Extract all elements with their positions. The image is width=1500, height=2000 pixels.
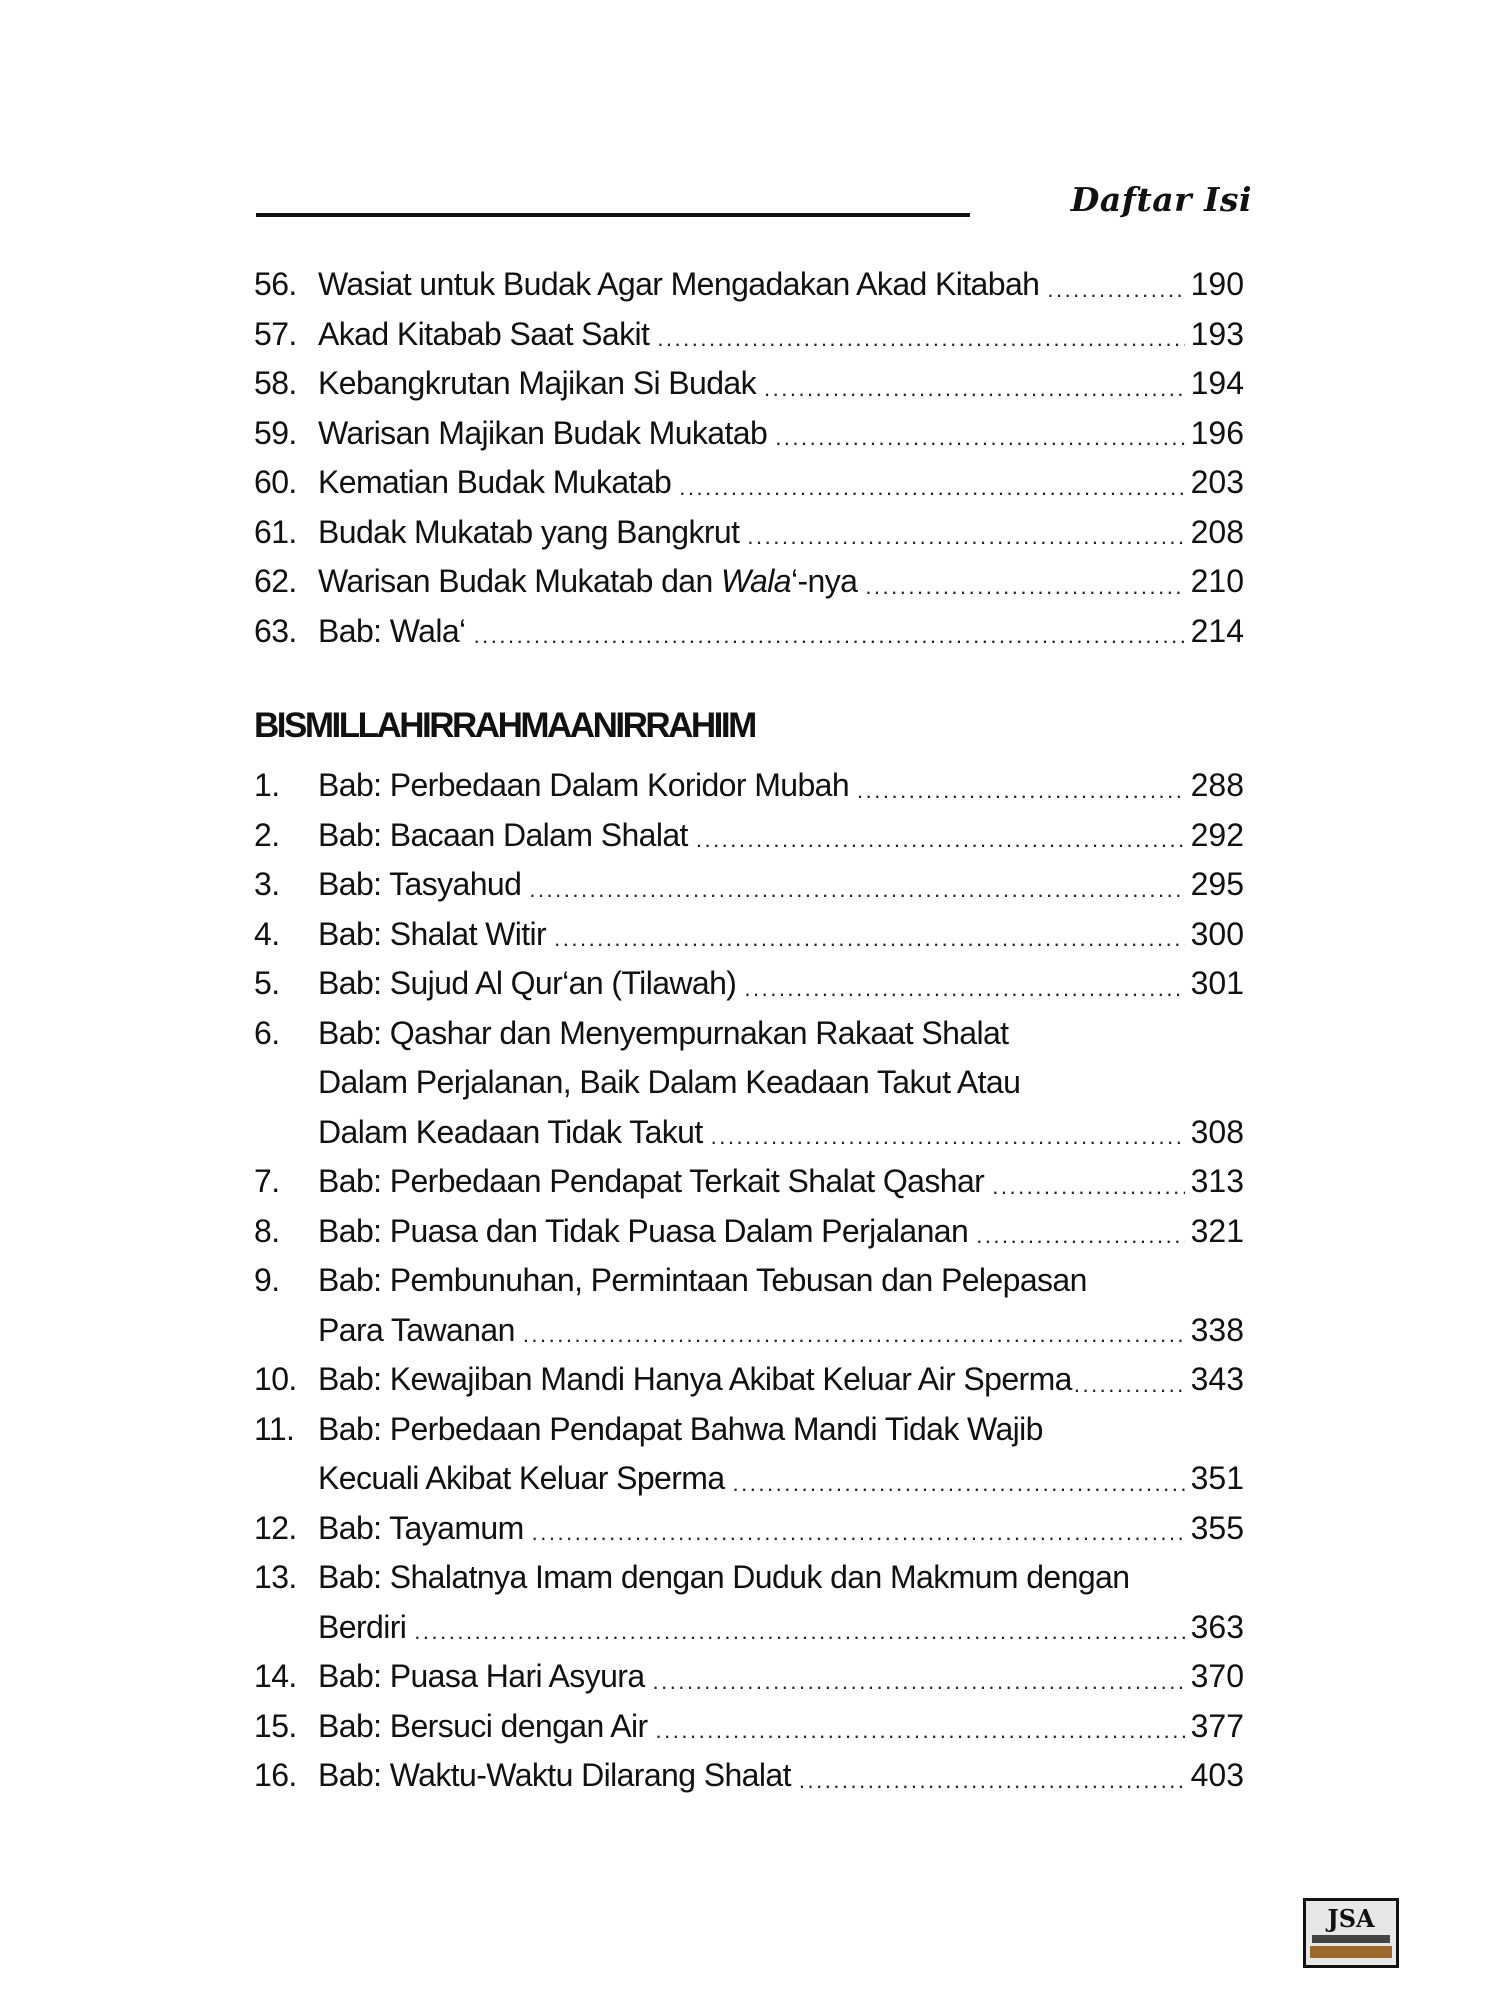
- dot-leader: [679, 468, 1184, 508]
- toc-entry: [254, 1751, 1244, 1801]
- entry-page: 308: [1190, 1113, 1244, 1150]
- running-header-title: Daftar Isi: [1070, 180, 1252, 219]
- entry-title-line: Bab: Shalatnya Imam dengan Duduk dan Makmum dengan: [318, 1559, 1130, 1595]
- toc-entry: [254, 1157, 1244, 1207]
- entry-title-italic: Wala: [721, 563, 791, 599]
- entry-number: 6.: [254, 1014, 280, 1051]
- entry-number: 15.: [254, 1707, 297, 1744]
- dot-leader: [764, 369, 1185, 409]
- entry-number: 14.: [254, 1658, 297, 1694]
- entry-number: 3.: [254, 866, 280, 902]
- entry-title-line: Bab: Qashar dan Menyempurnakan Rakaat Shalat: [318, 1014, 1009, 1051]
- toc-entry: [254, 761, 1244, 811]
- entry-title: Para Tawanan: [318, 1311, 515, 1348]
- entry-number: 16.: [254, 1757, 297, 1793]
- entry-number: 8.: [254, 1212, 280, 1249]
- entry-page: 351: [1190, 1460, 1244, 1496]
- toc-entry-line: [254, 1553, 1244, 1603]
- entry-title: Dalam Keadaan Tidak Takut: [318, 1113, 703, 1150]
- entry-page: 292: [1190, 816, 1244, 853]
- dot-leader: [523, 1315, 1185, 1355]
- dot-leader: [992, 1167, 1184, 1207]
- entry-page: 363: [1190, 1608, 1244, 1645]
- entry-title: Bab: Puasa Hari Asyura: [318, 1658, 645, 1694]
- entry-title: Bab: Perbedaan Dalam Koridor Mubah: [318, 767, 850, 803]
- toc-entry: [254, 557, 1244, 607]
- entry-number: 59.: [254, 414, 297, 451]
- dot-leader: [414, 1612, 1184, 1652]
- entry-page: 214: [1190, 612, 1244, 649]
- entry-page: 194: [1190, 365, 1244, 401]
- entry-page: 343: [1190, 1361, 1244, 1397]
- dot-leader: [657, 319, 1184, 359]
- entry-number: 1.: [254, 767, 280, 803]
- dot-leader: [653, 1662, 1185, 1702]
- entry-number: 56.: [254, 266, 297, 302]
- entry-title: Wasiat untuk Budak Agar Mengadakan Akad Kitabah: [318, 266, 1040, 302]
- dot-leader: [1074, 1365, 1185, 1405]
- toc-entry: [254, 959, 1244, 1009]
- toc-entry-line: [254, 1009, 1244, 1059]
- entry-title: Akad Kitabab Saat Sakit: [318, 315, 650, 352]
- entry-title: Berdiri: [318, 1608, 407, 1645]
- toc-entry: [254, 1504, 1244, 1554]
- entry-number: 61.: [254, 513, 297, 550]
- toc-entry: [254, 310, 1244, 360]
- entry-page: 300: [1190, 915, 1244, 952]
- dot-leader: [857, 771, 1185, 811]
- toc-entry: [254, 1207, 1244, 1257]
- toc-entry: [254, 1454, 1244, 1504]
- entry-number: 12.: [254, 1509, 297, 1546]
- entry-page: 210: [1190, 563, 1244, 599]
- logo-strip-accent: [1310, 1946, 1392, 1958]
- toc-entry: [254, 1355, 1244, 1405]
- section-heading: BISMILLAHIRRAHMAANIRRAHIIM: [254, 706, 755, 745]
- entry-page: 355: [1190, 1509, 1244, 1546]
- entry-page: 208: [1190, 513, 1244, 550]
- entry-title: [318, 557, 857, 607]
- entry-page: 313: [1190, 1163, 1244, 1199]
- entry-title-text: Warisan Budak Mukatab dan: [318, 563, 721, 599]
- entry-number: 62.: [254, 563, 297, 599]
- entry-title: Budak Mukatab yang Bangkrut: [318, 513, 740, 550]
- entry-title-suffix: ‘-nya: [790, 563, 858, 599]
- entry-number: 60.: [254, 464, 297, 500]
- entry-number: 58.: [254, 365, 297, 401]
- dot-leader: [696, 820, 1185, 860]
- entry-page: 377: [1190, 1707, 1244, 1744]
- toc-entry: [254, 910, 1244, 960]
- toc-entry: [254, 1603, 1244, 1653]
- entry-title: Bab: Kewajiban Mandi Hanya Akibat Keluar Air Sperma: [318, 1361, 1072, 1397]
- toc-list-part1: [254, 260, 1244, 656]
- entry-number: 13.: [254, 1559, 297, 1595]
- entry-title: Bab: Waktu-Waktu Dilarang Shalat: [318, 1757, 791, 1793]
- entry-number: 5.: [254, 965, 280, 1001]
- toc-entry: [254, 607, 1244, 657]
- entry-page: 370: [1190, 1658, 1244, 1694]
- dot-leader: [711, 1117, 1185, 1157]
- entry-page: 196: [1190, 414, 1244, 451]
- dot-leader: [554, 919, 1184, 959]
- entry-page: 403: [1190, 1757, 1244, 1793]
- entry-number: 57.: [254, 315, 297, 352]
- dot-leader: [744, 969, 1184, 1009]
- toc-entry: [254, 409, 1244, 459]
- entry-number: 11.: [254, 1410, 295, 1447]
- dot-leader: [976, 1216, 1184, 1256]
- entry-title: Bab: Wala‘: [318, 612, 466, 649]
- logo-strip: [1312, 1935, 1390, 1943]
- header-rule: [256, 213, 970, 217]
- dot-leader: [799, 1761, 1185, 1801]
- toc-entry: [254, 1652, 1244, 1702]
- entry-page: 295: [1190, 866, 1244, 902]
- toc-entry-line: [254, 1256, 1244, 1306]
- dot-leader: [865, 567, 1184, 607]
- entry-page: 203: [1190, 464, 1244, 500]
- dot-leader: [529, 870, 1184, 910]
- toc-entry: [254, 458, 1244, 508]
- toc-entry: [254, 1108, 1244, 1158]
- logo-text: JSA: [1327, 1904, 1375, 1933]
- toc-entry: [254, 1306, 1244, 1356]
- dot-leader: [474, 616, 1185, 656]
- toc-entry: [254, 359, 1244, 409]
- entry-page: 301: [1190, 965, 1244, 1001]
- publisher-logo: [1303, 1898, 1399, 1968]
- entry-title-line: Bab: Perbedaan Pendapat Bahwa Mandi Tidak Wajib: [318, 1410, 1043, 1447]
- entry-page: 288: [1190, 767, 1244, 803]
- entry-number: 10.: [254, 1361, 297, 1397]
- toc-entry: [254, 508, 1244, 558]
- entry-title-line: Bab: Pembunuhan, Permintaan Tebusan dan Pelepasan: [318, 1262, 1087, 1298]
- toc-entry: [254, 860, 1244, 910]
- entry-title: Bab: Shalat Witir: [318, 915, 547, 952]
- entry-page: 321: [1190, 1212, 1244, 1249]
- toc-entry: [254, 260, 1244, 310]
- entry-page: 190: [1190, 266, 1244, 302]
- entry-number: 63.: [254, 612, 297, 649]
- entry-title: Bab: Tayamum: [318, 1509, 524, 1546]
- entry-title: Bab: Bacaan Dalam Shalat: [318, 816, 688, 853]
- entry-title: Kematian Budak Mukatab: [318, 464, 672, 500]
- dot-leader: [775, 418, 1184, 458]
- entry-number: 2.: [254, 816, 280, 853]
- entry-number: 9.: [254, 1262, 280, 1298]
- entry-title: Bab: Puasa dan Tidak Puasa Dalam Perjalanan: [318, 1212, 969, 1249]
- entry-title: Bab: Bersuci dengan Air: [318, 1707, 648, 1744]
- entry-title: Bab: Perbedaan Pendapat Terkait Shalat Qashar: [318, 1163, 985, 1199]
- entry-title: Warisan Majikan Budak Mukatab: [318, 414, 768, 451]
- entry-page: 193: [1190, 315, 1244, 352]
- entry-title: Bab: Sujud Al Qur‘an (Tilawah): [318, 965, 737, 1001]
- dot-leader: [747, 517, 1184, 557]
- entry-page: 338: [1190, 1311, 1244, 1348]
- entry-title: Kecuali Akibat Keluar Sperma: [318, 1460, 725, 1496]
- dot-leader: [1047, 270, 1184, 310]
- entry-title: Bab: Tasyahud: [318, 866, 522, 902]
- toc-entry: [254, 1702, 1244, 1752]
- entry-number: 4.: [254, 915, 280, 952]
- toc-entry: [254, 811, 1244, 861]
- entry-title: Kebangkrutan Majikan Si Budak: [318, 365, 756, 401]
- dot-leader: [532, 1513, 1185, 1553]
- dot-leader: [733, 1464, 1185, 1504]
- dot-leader: [656, 1711, 1185, 1751]
- entry-title-line: Dalam Perjalanan, Baik Dalam Keadaan Takut Atau: [318, 1064, 1021, 1100]
- toc-entry-line: [254, 1405, 1244, 1455]
- entry-number: 7.: [254, 1163, 280, 1199]
- toc-list-part2: [254, 761, 1244, 1801]
